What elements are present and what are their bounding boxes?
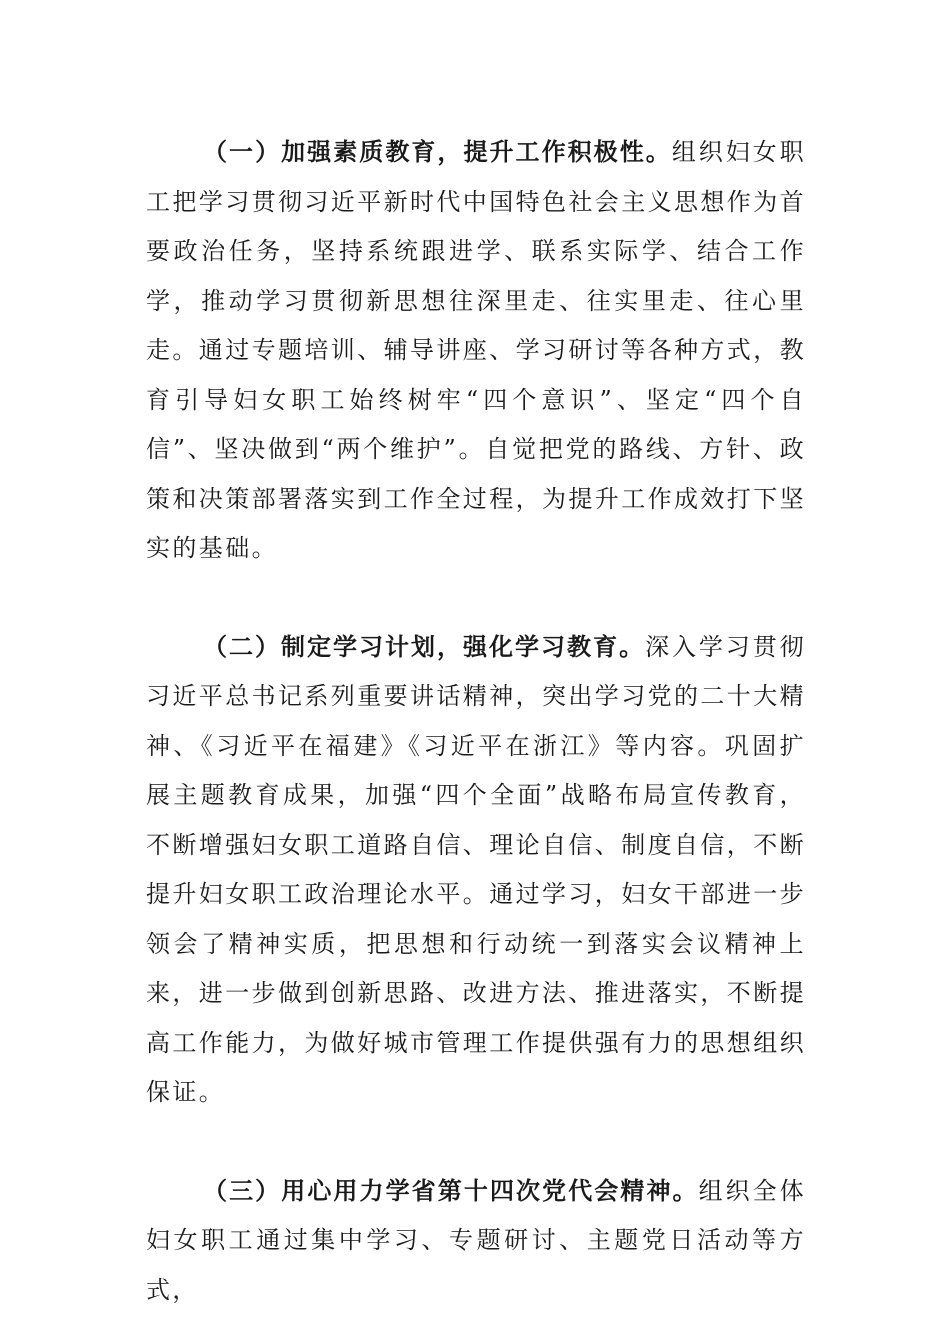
document-body <box>146 128 806 1315</box>
paragraph-3-text: 组织全体妇女职工通过集中学习、专题研讨、主题党日活动等方式， <box>146 1176 806 1304</box>
paragraph-2-heading: （二）制定学习计划，强化学习教育。 <box>203 632 646 661</box>
paragraph-1-text: 组织妇女职工把学习贯彻习近平新时代中国特色社会主义思想作为首要政治任务，坚持系统跟进学、联系实际学、结合工作学，推动学习贯彻新思想往深里走、往实里走、往心里走。通过专题培训、辅导讲座、学习研讨等各种方式，教育引导妇女职工始终树牢“四个意识”、坚定“四个自信”、坚决做到“两个维护”。自觉把党的路线、方针、政策和决策部署落实到工作全过程，为提升工作成效打下坚实的基础。 <box>146 138 807 562</box>
paragraph-3 <box>146 1167 806 1316</box>
paragraph-2 <box>146 623 806 1118</box>
paragraph-2-text: 深入学习贯彻习近平总书记系列重要讲话精神，突出学习党的二十大精神、《习近平在福建》《习近平在浙江》等内容。巩固扩展主题教育成果，加强“四个全面”战略布局宣传教育，不断增强妇女职工道路自信、理论自信、制度自信，不断提升妇女职工政治理论水平。通过学习，妇女干部进一步领会了精神实质，把思想和行动统一到落实会议精神上来，进一步做到创新思路、改进方法、推进落实，不断提高工作能力，为做好城市管理工作提供强有力的思想组织保证。 <box>146 632 806 1106</box>
paragraph-1-heading: （一）加强素质教育，提升工作积极性。 <box>203 138 672 166</box>
paragraph-1 <box>146 128 806 574</box>
paragraph-3-heading: （三）用心用力学省第十四次党代会精神。 <box>203 1176 699 1205</box>
